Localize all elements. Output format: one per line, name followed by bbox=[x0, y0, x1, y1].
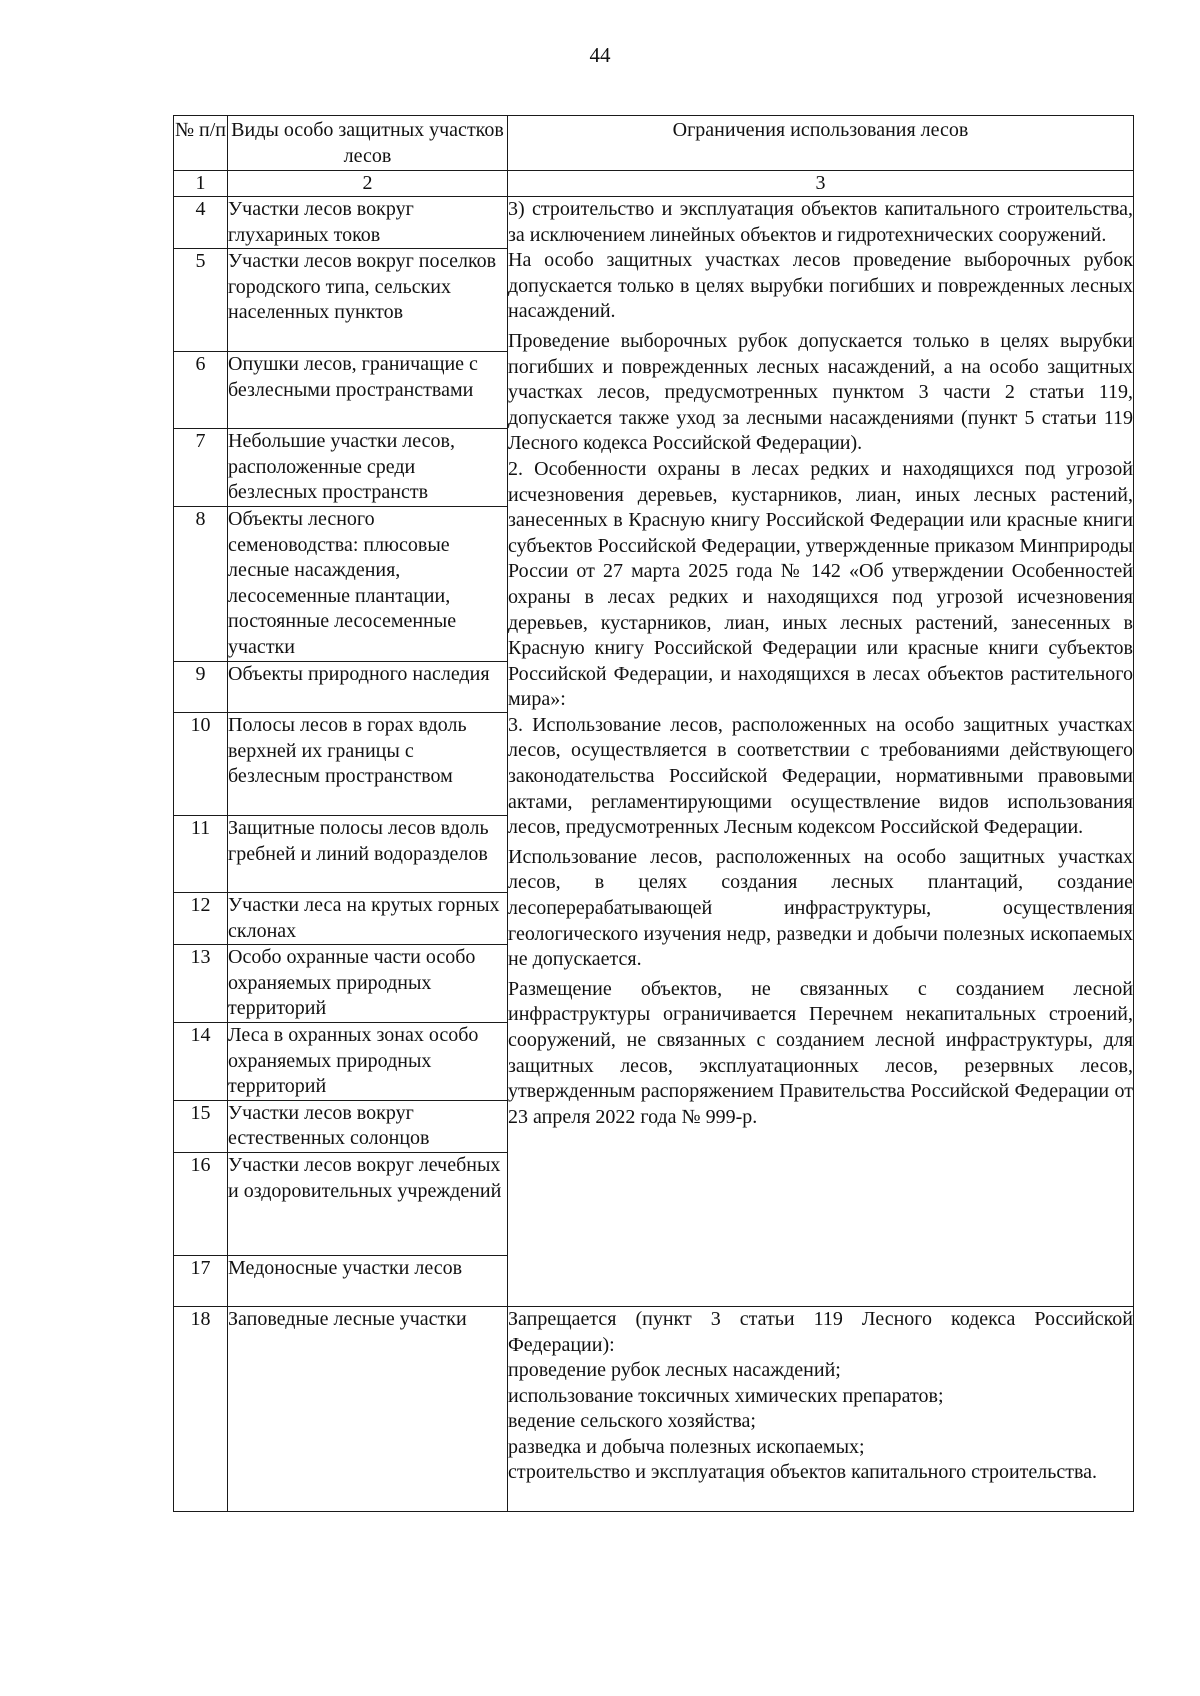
row-number: 11 bbox=[174, 815, 228, 892]
row-number: 9 bbox=[174, 661, 228, 712]
row-number: 12 bbox=[174, 892, 228, 944]
row-kind: Участки лесов вокруг естественных солонцов bbox=[228, 1100, 508, 1152]
row-kind: Леса в охранных зонах особо охраняемых природных территорий bbox=[228, 1022, 508, 1100]
header-number: № п/п bbox=[174, 116, 228, 171]
row-kind: Участки леса на крутых горных склонах bbox=[228, 892, 508, 944]
column-number: 3 bbox=[508, 171, 1134, 197]
column-number: 1 bbox=[174, 171, 228, 197]
restriction-line: проведение рубок лесных насаждений; bbox=[508, 1359, 841, 1382]
restriction-paragraph: Размещение объектов, не связанных с созданием лесной инфраструктуры ограничивается Перечнем некапитальных строений, сооружений, не связанных с созданием лесной инфраструктуры, для защитных лесов, эксплуатационных лесов, резервных лесов, утвержденным распоряжением Правительства Российской Федерации от 23 апреля 2022 года № 999-р. bbox=[508, 977, 1133, 1128]
row-kind: Небольшие участки лесов, расположенные среди безлесных пространств bbox=[228, 429, 508, 507]
restriction-paragraph: 2. Особенности охраны в лесах редких и находящихся под угрозой исчезновения деревьев, кустарников, лиан, иных лесных растений, занесенных в Красную книгу Российской Федерации или красные книги субъектов Российской Федерации, утвержденные приказом Минприроды России от 27 марта 2025 года № 142 «Об утверждении Особенностей охраны в лесах редких и находящихся под угрозой исчезновения деревьев, кустарников, лиан, иных лесных растений, занесенных в Красную книгу Российской Федерации или красные книги субъектов Российской Федерации, и находящихся в лесах объектов растительного мира»: bbox=[508, 457, 1133, 711]
restriction-paragraph: Использование лесов, расположенных на особо защитных участках лесов, в целях создания лесных плантаций, создание лесоперерабатывающей инфраструктуры, осуществления геологического изучения недр, разведки и добычи полезных ископаемых не допускается. bbox=[508, 845, 1133, 971]
restrictions-table bbox=[173, 115, 1134, 1512]
row-number: 4 bbox=[174, 197, 228, 249]
header-restrictions: Ограничения использования лесов bbox=[508, 116, 1134, 171]
row-number: 15 bbox=[174, 1100, 228, 1152]
row-number: 5 bbox=[174, 249, 228, 352]
row-kind: Опушки лесов, граничащие с безлесными пространствами bbox=[228, 352, 508, 429]
row-number: 6 bbox=[174, 352, 228, 429]
row-number: 7 bbox=[174, 429, 228, 507]
restriction-line: ведение сельского хозяйства; bbox=[508, 1410, 756, 1433]
restriction-line: разведка и добыча полезных ископаемых; bbox=[508, 1435, 865, 1458]
header-kinds: Виды особо защитных участков лесов bbox=[228, 116, 508, 171]
row-kind: Участки лесов вокруг глухариных токов bbox=[228, 197, 508, 249]
row-number: 14 bbox=[174, 1022, 228, 1100]
restrictions-cell-18 bbox=[508, 1306, 1134, 1511]
row-number: 17 bbox=[174, 1255, 228, 1306]
row-number: 10 bbox=[174, 712, 228, 815]
row-kind: Особо охранные части особо охраняемых природных территорий bbox=[228, 945, 508, 1023]
row-number: 18 bbox=[174, 1306, 228, 1511]
restriction-line: строительство и эксплуатация объектов капитального строительства. bbox=[508, 1461, 1098, 1484]
row-kind: Объекты природного наследия bbox=[228, 661, 508, 712]
restriction-paragraph: 3. Использование лесов, расположенных на особо защитных участках лесов, осуществляется в соответствии с требованиями действующего законодательства Российской Федерации, нормативными правовыми актами, регламентирующими осуществление видов использования лесов, предусмотренных Лесным кодексом Российской Федерации. bbox=[508, 713, 1133, 839]
table-header-row bbox=[174, 116, 1134, 171]
row-kind: Медоносные участки лесов bbox=[228, 1255, 508, 1306]
row-number: 13 bbox=[174, 945, 228, 1023]
row-number: 8 bbox=[174, 506, 228, 661]
restrictions-cell-4-17 bbox=[508, 197, 1134, 1307]
row-kind: Объекты лесного семеноводства: плюсовые лесные насаждения, лесосеменные плантации, постоянные лесосеменные участки bbox=[228, 506, 508, 661]
restriction-line: Запрещается (пункт 3 статьи 119 Лесного кодекса Российской Федерации): bbox=[508, 1307, 1133, 1356]
row-number: 16 bbox=[174, 1152, 228, 1255]
row-kind: Полосы лесов в горах вдоль верхней их границы с безлесным пространством bbox=[228, 712, 508, 815]
column-numbering-row bbox=[174, 171, 1134, 197]
row-kind: Участки лесов вокруг поселков городского типа, сельских населенных пунктов bbox=[228, 249, 508, 352]
restriction-paragraph: 3) строительство и эксплуатация объектов капитального строительства, за исключением линейных объектов и гидротехнических сооружений. bbox=[508, 198, 1133, 246]
restriction-paragraph: Проведение выборочных рубок допускается только в целях вырубки погибших и поврежденных лесных насаждений, а на особо защитных участках лесов, предусмотренных пунктом 3 части 2 статьи 119, допускается также уход за лесными насаждениями (пункт 5 статьи 119 Лесного кодекса Российской Федерации). bbox=[508, 329, 1133, 455]
row-kind: Участки лесов вокруг лечебных и оздоровительных учреждений bbox=[228, 1152, 508, 1255]
table-row bbox=[174, 197, 1134, 249]
row-kind: Защитные полосы лесов вдоль гребней и линий водоразделов bbox=[228, 815, 508, 892]
restriction-line: использование токсичных химических препаратов; bbox=[508, 1384, 944, 1407]
column-number: 2 bbox=[228, 171, 508, 197]
row-kind: Заповедные лесные участки bbox=[228, 1306, 508, 1511]
page-number: 44 bbox=[589, 43, 611, 67]
table-row bbox=[174, 1306, 1134, 1511]
restriction-paragraph: На особо защитных участках лесов проведение выборочных рубок допускается только в целях вырубки погибших и поврежденных лесных насаждений. bbox=[508, 249, 1133, 323]
